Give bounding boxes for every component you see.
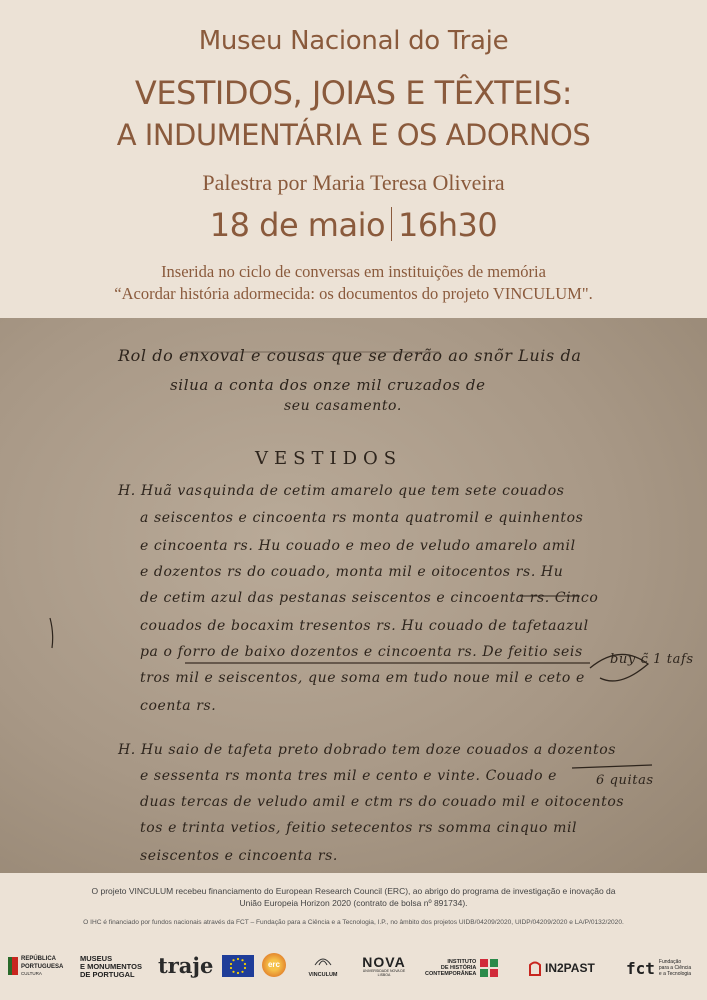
title-line-1: VESTIDOS, JOIAS E TÊXTEIS: bbox=[134, 74, 573, 112]
funding-statement bbox=[60, 885, 647, 909]
fct-logo bbox=[626, 955, 702, 981]
museus-monumentos-logo bbox=[80, 955, 155, 981]
fct-sub-2: para a Ciência bbox=[658, 965, 692, 971]
eu-flag-icon bbox=[222, 955, 254, 977]
nova-text: NOVA bbox=[362, 954, 406, 970]
in2past-icon bbox=[528, 960, 542, 976]
in2past-text: IN2PAST bbox=[545, 961, 595, 975]
title-line-2: A INDUMENTÁRIA E OS ADORNOS bbox=[116, 118, 591, 152]
cultura-text: CULTURA bbox=[21, 971, 42, 976]
erc-logo bbox=[262, 953, 292, 983]
manuscript-line: tros mil e seiscentos, que soma em tudo noue mil e ceto e bbox=[140, 670, 585, 686]
manuscript-line: silua a conta dos onze mil cruzados de bbox=[170, 376, 486, 394]
manuscript-line: seiscentos e cincoenta rs. bbox=[140, 848, 338, 864]
fct-sub-3: e a Tecnologia bbox=[658, 971, 692, 977]
in2past-logo bbox=[528, 955, 606, 981]
museum-name: Museu Nacional do Traje bbox=[198, 26, 509, 56]
fct-sub-1: Fundação bbox=[658, 959, 682, 965]
ihc-icon bbox=[480, 959, 498, 977]
ihc-line-2: DE HISTÓRIA bbox=[440, 965, 477, 971]
vinculum-logo bbox=[300, 953, 346, 979]
manuscript-line: H. Huã vasquinda de cetim amarelo que tem sete couados bbox=[118, 483, 565, 499]
ihc-logo bbox=[425, 955, 510, 981]
flag-icon bbox=[8, 957, 18, 975]
date-time-divider bbox=[391, 207, 392, 241]
cycle-line-2: “Acordar história adormecida: os documentos do projeto VINCULUM". bbox=[114, 284, 593, 303]
portuguesa-text: PORTUGUESA bbox=[21, 964, 64, 970]
margin-note-2: 6 quitas bbox=[596, 773, 654, 788]
nova-logo bbox=[356, 955, 412, 981]
margin-note-1: buy c̃ 1 tafs bbox=[610, 652, 694, 667]
mmp-line-2: E MONUMENTOS bbox=[80, 962, 142, 971]
event-datetime bbox=[0, 206, 707, 244]
manuscript-line: Rol do enxoval e cousas que se derão ao snõr Luis da bbox=[118, 346, 582, 365]
manuscript-line: e dozentos rs do couado, monta mil e oitocentos rs. Hu bbox=[140, 564, 564, 580]
vinculum-text: VINCULUM bbox=[308, 972, 338, 978]
manuscript-line: coenta rs. bbox=[140, 698, 217, 714]
erc-text: erc bbox=[262, 953, 286, 977]
event-time: 16h30 bbox=[398, 206, 498, 244]
fct-text: fct bbox=[626, 958, 655, 978]
speaker: Palestra por Maria Teresa Oliveira bbox=[202, 170, 505, 195]
funding-line-1: O projeto VINCULUM recebeu financiamento do European Research Council (ERC), ao abrigo do programa de investigação e inovação da bbox=[91, 886, 616, 896]
eu-stars-icon bbox=[222, 955, 254, 977]
manuscript-image bbox=[0, 318, 707, 873]
manuscript-line: tos e trinta vetios, feitio setecentos rs somma cinquo mil bbox=[140, 820, 578, 836]
manuscript-line: e sessenta rs monta tres mil e cento e vinte. Couado e bbox=[140, 768, 558, 784]
manuscript-heading: VESTIDOS bbox=[255, 448, 403, 469]
manuscript-line: de cetim azul das pestanas seiscentos e cincoenta rs. Cinco bbox=[140, 590, 599, 606]
mmp-line-1: MUSEUS bbox=[80, 954, 113, 963]
poster-header bbox=[0, 0, 707, 318]
manuscript-line: e cincoenta rs. Hu couado e meo de veludo amarelo amil bbox=[140, 538, 576, 554]
ihc-line-3: CONTEMPORÂNEA bbox=[425, 971, 477, 977]
republica-portuguesa-logo bbox=[8, 955, 70, 981]
manuscript-line: seu casamento. bbox=[284, 398, 402, 414]
manuscript-line: duas tercas de veludo amil e ctm rs do couado mil e oitocentos bbox=[140, 794, 625, 810]
mmp-line-3: DE PORTUGAL bbox=[80, 970, 135, 979]
funding-line-2: União Europeia Horizon 2020 (contrato de bolsa nº 891734). bbox=[239, 898, 468, 908]
poster-footer bbox=[0, 873, 707, 1000]
republica-text: REPÚBLICA bbox=[21, 956, 57, 962]
cycle-line-1: Inserida no ciclo de conversas em instituições de memória bbox=[161, 262, 546, 281]
vinculum-icon bbox=[313, 953, 333, 967]
manuscript-line: H. Hu saio de tafeta preto dobrado tem doze couados a dozentos bbox=[118, 742, 617, 758]
manuscript-line: pa o forro de baixo dozentos e cincoenta rs. De feitio seis bbox=[140, 644, 583, 660]
event-date: 18 de maio bbox=[209, 206, 386, 244]
ihc-note: O IHC é financiado por fundos nacionais através da FCT – Fundação para a Ciência e a Tecnologia, I.P., no âmbito dos projetos UIDB/04209/2020, UIDP/04209/2020 e LA/P/0132/2020. bbox=[83, 919, 624, 926]
traje-logo: traje bbox=[158, 953, 214, 978]
manuscript-line: couados de bocaxim tresentos rs. Hu couado de tafetaazul bbox=[140, 618, 589, 634]
nova-subtext: UNIVERSIDADE NOVA DE LISBOA bbox=[362, 969, 406, 977]
ihc-line-1: INSTITUTO bbox=[447, 959, 477, 965]
manuscript-line: a seiscentos e cincoenta rs monta quatromil e quinhentos bbox=[140, 510, 584, 526]
